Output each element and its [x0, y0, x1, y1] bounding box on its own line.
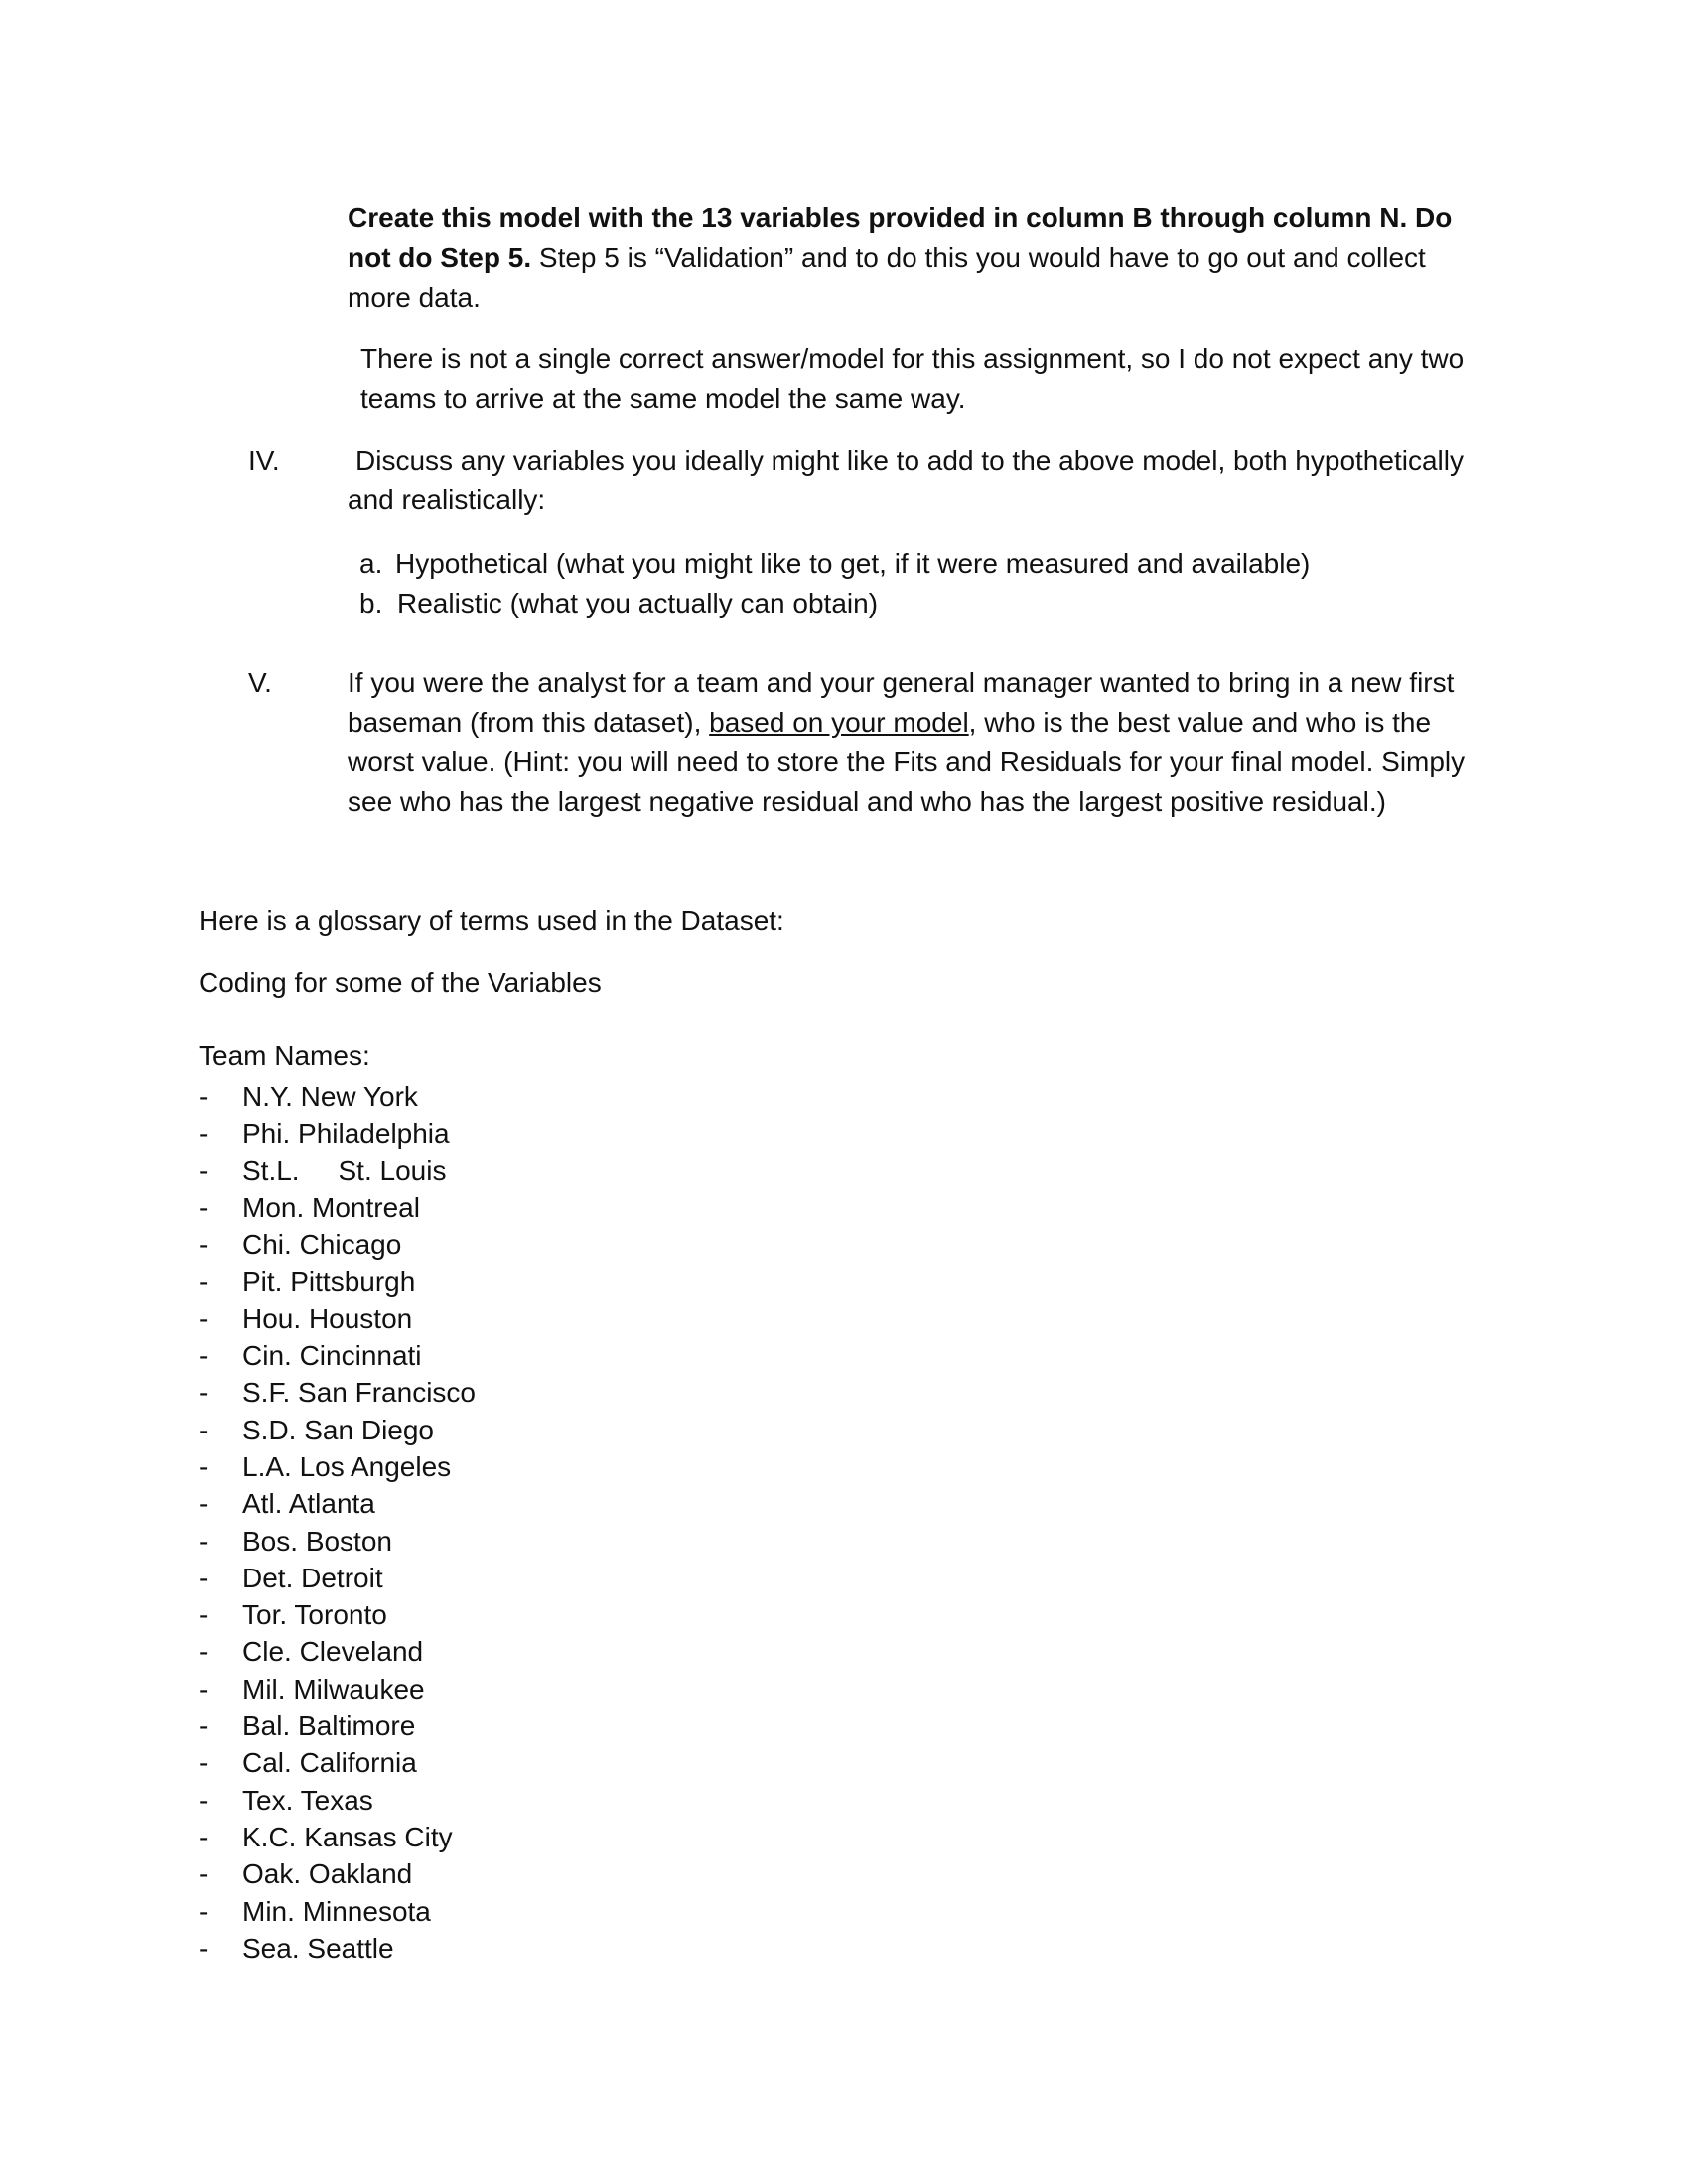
team-abbr: Cle. [242, 1636, 292, 1668]
bullet-dash: - [199, 1266, 209, 1297]
section-v-underlined: based on your model [709, 707, 969, 738]
team-name: Chicago [299, 1229, 402, 1261]
intro-paragraph [348, 199, 1489, 318]
section-iv-item-a-text: Hypothetical (what you might like to get, if it were measured and available) [395, 548, 1311, 579]
team-name: Toronto [294, 1599, 387, 1631]
team-abbr: Mon. [242, 1191, 305, 1223]
bullet-dash: - [199, 1636, 209, 1668]
team-name: Seattle [307, 1932, 394, 1964]
team-name: Houston [308, 1302, 413, 1334]
team-abbr: Bos. [242, 1525, 299, 1557]
team-name: Minnesota [302, 1895, 431, 1927]
bullet-dash: - [199, 1340, 209, 1372]
team-name: Milwaukee [293, 1673, 425, 1705]
section-v-text-before: If you were the analyst for a team and your general manager wanted to bring in a new first baseman (from this dataset), [348, 667, 1455, 738]
bullet-dash: - [199, 1414, 209, 1445]
section-v-text [348, 663, 1494, 822]
bullet-dash: - [199, 1118, 209, 1150]
bullet-dash: - [199, 1895, 209, 1927]
team-abbr: S.D. [242, 1414, 297, 1445]
team-name: New York [300, 1081, 418, 1112]
coding-heading: Coding for some of the Variables [199, 967, 602, 998]
team-abbr: S.F. [242, 1377, 291, 1409]
team-name: San Diego [304, 1414, 435, 1445]
team-abbr: St.L. [242, 1155, 300, 1186]
team-abbr: Cal. [242, 1747, 292, 1779]
bullet-dash: - [199, 1821, 209, 1852]
teams-heading: Team Names: [199, 1040, 370, 1071]
bullet-dash: - [199, 1081, 209, 1112]
team-abbr: Det. [242, 1562, 294, 1593]
bullet-dash: - [199, 1932, 209, 1964]
team-name: Cleveland [299, 1636, 424, 1668]
glossary-intro: Here is a glossary of terms used in the Dataset: [199, 905, 784, 936]
team-name: Philadelphia [298, 1118, 450, 1150]
team-name: Cincinnati [299, 1340, 422, 1372]
team-name: Los Angeles [299, 1450, 452, 1482]
team-abbr: Phi. [242, 1118, 291, 1150]
bullet-dash: - [199, 1229, 209, 1261]
team-name: Boston [305, 1525, 392, 1557]
team-abbr: Hou. [242, 1302, 302, 1334]
team-abbr: Sea. [242, 1932, 300, 1964]
team-abbr: N.Y. [242, 1081, 293, 1112]
section-iv-item-b-label: b. [359, 588, 383, 618]
team-abbr: Mil. [242, 1673, 286, 1705]
intro-rest-text: Step 5 is “Validation” and to do this you would have to go out and collect more data. [348, 242, 1426, 313]
team-abbr: Min. [242, 1895, 295, 1927]
team-abbr: Chi. [242, 1229, 292, 1261]
bullet-dash: - [199, 1747, 209, 1779]
bullet-dash: - [199, 1673, 209, 1705]
team-abbr: Tor. [242, 1599, 288, 1631]
team-name: Detroit [301, 1562, 383, 1593]
team-name: Oakland [308, 1858, 413, 1890]
bullet-dash: - [199, 1710, 209, 1742]
bullet-dash: - [199, 1450, 209, 1482]
bullet-dash: - [199, 1191, 209, 1223]
section-iv-item-b-text: Realistic (what you actually can obtain) [397, 588, 879, 618]
bullet-dash: - [199, 1377, 209, 1409]
section-iv-numeral: IV. [248, 445, 280, 476]
team-name: Kansas City [304, 1821, 453, 1852]
team-abbr: Tex. [242, 1784, 294, 1816]
team-name: Baltimore [298, 1710, 416, 1742]
team-name: Montreal [312, 1191, 420, 1223]
team-abbr: Cin. [242, 1340, 292, 1372]
team-abbr: K.C. [242, 1821, 297, 1852]
bullet-dash: - [199, 1858, 209, 1890]
bullet-dash: - [199, 1488, 209, 1520]
bullet-dash: - [199, 1155, 209, 1186]
section-v-text-after: , who is the best value and who is the worst value. (Hint: you will need to store the Fits and Residuals for your final model. Simply see who has the largest negative residual and who has the largest positive residual.) [348, 707, 1466, 817]
team-name: Pittsburgh [290, 1266, 416, 1297]
intro-bold-text: Create this model with the 13 variables provided in column B through column N. Do not do Step 5. [348, 203, 1453, 273]
team-name: Texas [300, 1784, 373, 1816]
team-abbr: L.A. [242, 1450, 292, 1482]
intro-note: There is not a single correct answer/model for this assignment, so I do not expect any two teams to arrive at the same model the same way. [360, 343, 1465, 414]
team-name: California [299, 1747, 417, 1779]
team-abbr: Oak. [242, 1858, 302, 1890]
section-iv-item-a-label: a. [359, 548, 383, 579]
bullet-dash: - [199, 1599, 209, 1631]
bullet-dash: - [199, 1562, 209, 1593]
bullet-dash: - [199, 1302, 209, 1334]
team-name: San Francisco [298, 1377, 476, 1409]
team-abbr: Bal. [242, 1710, 291, 1742]
team-abbr: Pit. [242, 1266, 283, 1297]
bullet-dash: - [199, 1784, 209, 1816]
team-name: St. Louis [338, 1155, 447, 1186]
bullet-dash: - [199, 1525, 209, 1557]
section-v-numeral: V. [248, 667, 272, 698]
section-iv-text: Discuss any variables you ideally might like to add to the above model, both hypothetically and realistically: [348, 445, 1464, 515]
team-name: Atlanta [288, 1488, 375, 1520]
team-abbr: Atl. [242, 1488, 283, 1520]
